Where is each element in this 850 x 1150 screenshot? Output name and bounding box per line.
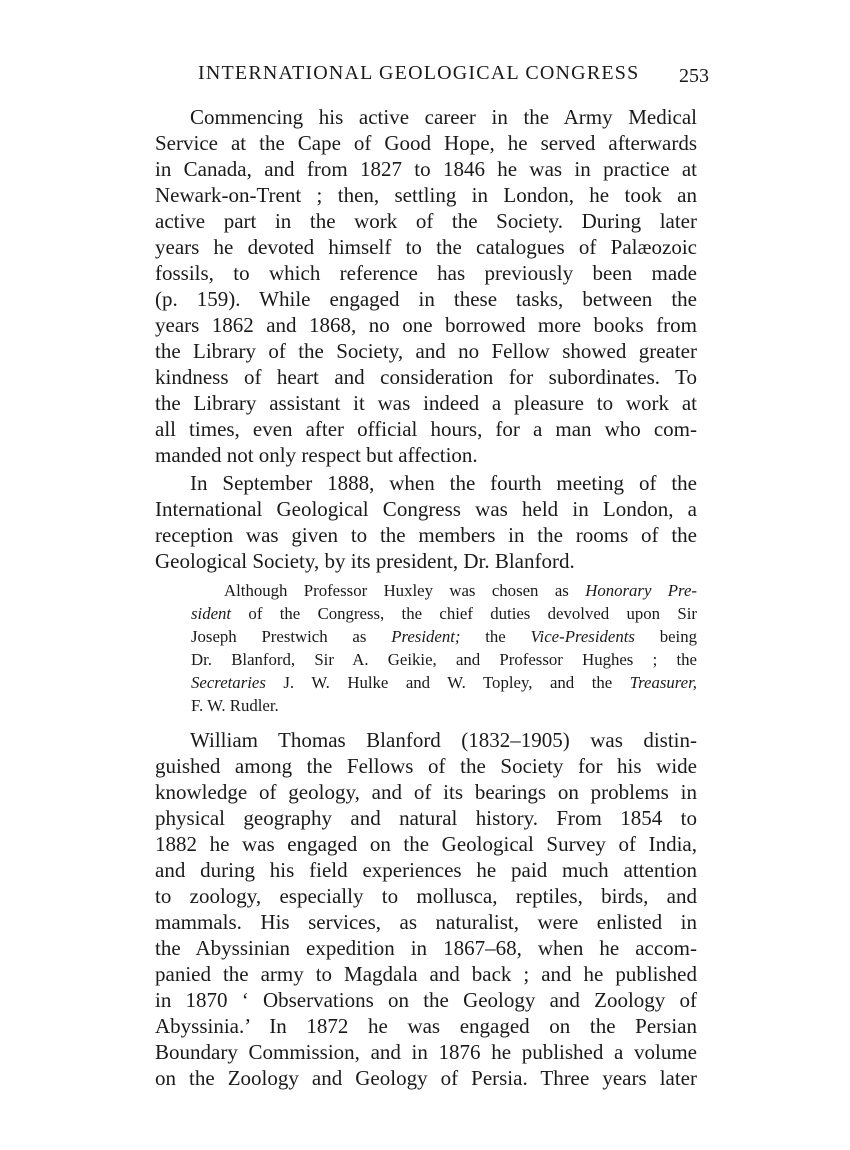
paragraph-1-line: years 1862 and 1868, no one borrowed more books from bbox=[155, 313, 697, 337]
running-head-title: INTERNATIONAL GEOLOGICAL CONGRESS bbox=[198, 62, 640, 84]
note-italic-text: sident bbox=[191, 604, 232, 623]
note-text: F. W. Rudler. bbox=[191, 696, 279, 715]
note-text: J. W. Hulke and W. Topley, and the bbox=[265, 673, 630, 692]
paragraph-3-line: guished among the Fellows of the Society for his wide bbox=[155, 754, 697, 778]
paragraph-3-line: in 1870 ‘ Observations on the Geology and Zoology of bbox=[155, 988, 697, 1012]
paragraph-1-line: active part in the work of the Society. During later bbox=[155, 209, 697, 233]
paragraph-2-line: International Geological Congress was held in London, a bbox=[155, 497, 697, 521]
note-italic-text: Treasurer, bbox=[629, 673, 697, 692]
paragraph-1-line: all times, even after official hours, for a man who com- bbox=[155, 417, 697, 441]
note-line bbox=[191, 649, 697, 671]
note-italic-text: Secretaries bbox=[191, 673, 266, 692]
paragraph-1-line: Newark-on-Trent ; then, settling in London, he took an bbox=[155, 183, 697, 207]
paragraph-3-line: panied the army to Magdala and back ; and he published bbox=[155, 962, 697, 986]
paragraph-1-line: (p. 159). While engaged in these tasks, between the bbox=[155, 287, 697, 311]
paragraph-3-line: knowledge of geology, and of its bearings on problems in bbox=[155, 780, 697, 804]
paragraph-1-line: Commencing his active career in the Army Medical bbox=[190, 105, 697, 129]
paragraph-3-line: Boundary Commission, and in 1876 he published a volume bbox=[155, 1040, 697, 1064]
note-line bbox=[224, 580, 697, 602]
paragraph-2-line: reception was given to the members in the rooms of the bbox=[155, 523, 697, 547]
paragraph-3-line: Abyssinia.’ In 1872 he was engaged on the Persian bbox=[155, 1014, 697, 1038]
page-number: 253 bbox=[679, 65, 709, 87]
paragraph-3-line: 1882 he was engaged on the Geological Survey of India, bbox=[155, 832, 697, 856]
note-text: being bbox=[634, 627, 697, 646]
paragraph-3-line: to zoology, especially to mollusca, reptiles, birds, and bbox=[155, 884, 697, 908]
note-text: Dr. Blanford, Sir A. Geikie, and Professor Hughes ; the bbox=[191, 650, 697, 669]
note-line bbox=[191, 626, 697, 648]
paragraph-2-line: In September 1888, when the fourth meeting of the bbox=[190, 471, 697, 495]
paragraph-1-line: kindness of heart and consideration for subordinates. To bbox=[155, 365, 697, 389]
note-italic-text: President; bbox=[391, 627, 461, 646]
paragraph-1-line: manded not only respect but affection. bbox=[155, 443, 478, 467]
paragraph-3-line: physical geography and natural history. From 1854 to bbox=[155, 806, 697, 830]
paragraph-1-line: years he devoted himself to the catalogues of Palæozoic bbox=[155, 235, 697, 259]
paragraph-3-line: and during his field experiences he paid much attention bbox=[155, 858, 697, 882]
note-italic-text: Vice-Presidents bbox=[530, 627, 635, 646]
paragraph-1-line: in Canada, and from 1827 to 1846 he was in practice at bbox=[155, 157, 697, 181]
paragraph-1-line: the Library assistant it was indeed a pleasure to work at bbox=[155, 391, 697, 415]
paragraph-1-line: fossils, to which reference has previously been made bbox=[155, 261, 697, 285]
note-line bbox=[191, 603, 697, 625]
note-line bbox=[191, 672, 697, 694]
note-line bbox=[191, 695, 697, 717]
paragraph-1-line: the Library of the Society, and no Fellow showed greater bbox=[155, 339, 697, 363]
note-text: Although Professor Huxley was chosen as bbox=[224, 581, 586, 600]
paragraph-3-line: mammals. His services, as naturalist, were enlisted in bbox=[155, 910, 697, 934]
note-text: Joseph Prestwich as bbox=[191, 627, 392, 646]
running-head bbox=[198, 62, 718, 92]
paragraph-3-line: the Abyssinian expedition in 1867–68, when he accom- bbox=[155, 936, 697, 960]
note-text: the bbox=[460, 627, 531, 646]
paragraph-3-line: on the Zoology and Geology of Persia. Three years later bbox=[155, 1066, 697, 1090]
paragraph-1-line: Service at the Cape of Good Hope, he served afterwards bbox=[155, 131, 697, 155]
paragraph-3-line: William Thomas Blanford (1832–1905) was distin- bbox=[190, 728, 697, 752]
note-italic-text: Honorary Pre- bbox=[585, 581, 697, 600]
note-text: of the Congress, the chief duties devolved upon Sir bbox=[231, 604, 697, 623]
paragraph-2-line: Geological Society, by its president, Dr. Blanford. bbox=[155, 549, 575, 573]
